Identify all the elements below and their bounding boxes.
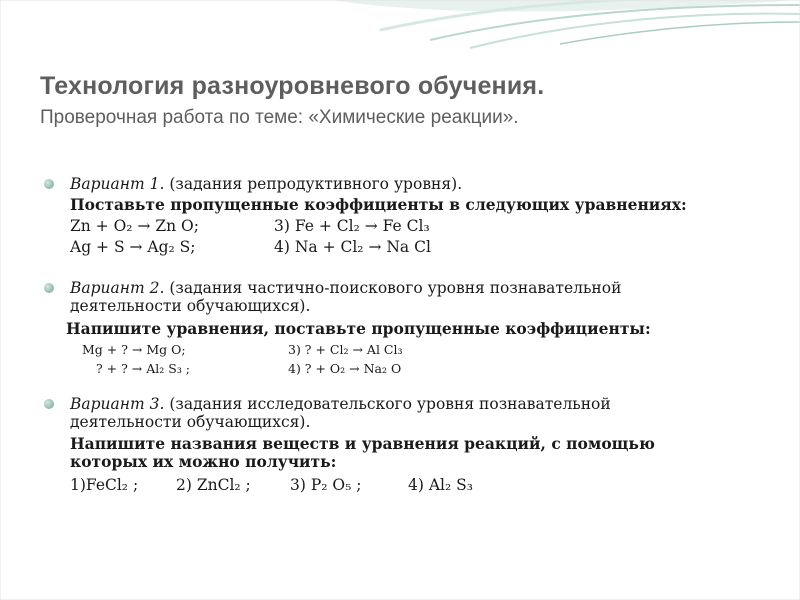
slide-title: Технология разноуровневого обучения. — [40, 72, 545, 100]
variant3-heading — [70, 395, 611, 413]
variant3-task1: Напишите названия веществ и уравнения реакций, с помощью — [70, 434, 655, 453]
variant3-desc1: (задания исследовательского уровня познавательной — [169, 395, 611, 413]
variant2-desc2: деятельности обучающихся). — [70, 297, 311, 315]
variant3-item4: 4) Al₂ S₃ — [408, 476, 473, 494]
variant1-eq2: Ag + S → Ag₂ S; — [70, 238, 196, 256]
variant2-label: Вариант 2. — [70, 279, 165, 297]
variant2-eq4: 4) ? + O₂ → Na₂ O — [288, 361, 402, 376]
variant3-item3: 3) P₂ O₅ ; — [290, 476, 362, 494]
variant2-eq2: ? + ? → Al₂ S₃ ; — [96, 361, 191, 376]
variant1-eq3: 3) Fe + Cl₂ → Fe Cl₃ — [274, 217, 430, 235]
variant2-desc1: (задания частично-поискового уровня познавательной — [169, 279, 622, 297]
variant3-task2: которых их можно получить: — [70, 452, 337, 471]
variant2-heading — [70, 279, 621, 297]
variant1-heading — [70, 175, 462, 193]
variant2-task: Напишите уравнения, поставьте пропущенные коэффициенты: — [66, 319, 651, 338]
variant1-eq1: Zn + O₂ → Zn O; — [70, 217, 199, 235]
variant3-desc2: деятельности обучающихся). — [70, 413, 311, 431]
variant3-item2: 2) ZnCl₂ ; — [176, 476, 251, 494]
variant1-task: Поставьте пропущенные коэффициенты в следующих уравнениях: — [70, 195, 687, 214]
variant1-eq4: 4) Na + Cl₂ → Na Cl — [274, 238, 431, 256]
variant2-eq1: Mg + ? → Mg O; — [82, 342, 186, 357]
variant3-label: Вариант 3. — [70, 395, 165, 413]
variant1-label: Вариант 1. — [70, 175, 165, 193]
variant3-item1: 1)FeCl₂ ; — [70, 476, 139, 494]
bullet-variant-2 — [44, 283, 54, 293]
bullet-variant-3 — [44, 399, 54, 409]
bullet-variant-1 — [44, 179, 54, 189]
variant2-eq3: 3) ? + Cl₂ → Al Cl₃ — [288, 342, 403, 357]
variant1-desc: (задания репродуктивного уровня). — [169, 175, 463, 193]
slide-subtitle: Проверочная работа по теме: «Химические реакции». — [40, 107, 519, 128]
